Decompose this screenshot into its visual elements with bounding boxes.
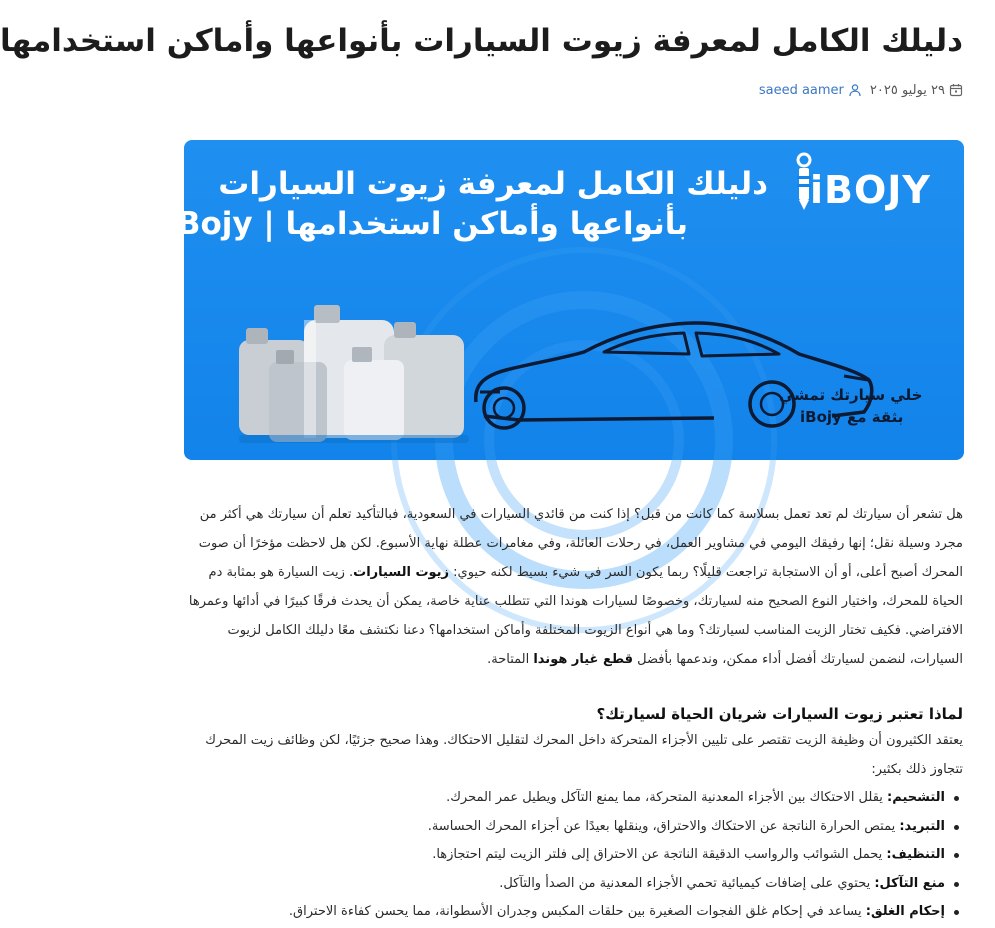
page-title: دليلك الكامل لمعرفة زيوت السيارات بأنواعها وأماكن استخدامها — [0, 23, 963, 59]
calendar-icon — [949, 83, 963, 97]
hero-tagline-line2: بثقة مع iBojy — [800, 408, 904, 426]
list-item-term: التشحيم: — [887, 790, 945, 805]
list-item — [183, 870, 945, 899]
list-item-term: منع التآكل: — [874, 875, 945, 891]
hero-headline-line1: دليلك الكامل لمعرفة زيوت السيارات — [218, 166, 768, 202]
list-item-term: التبريد: — [899, 818, 945, 834]
hero-headline-line2: بأنواعها وأماكن استخدامها | iBojy — [166, 206, 688, 242]
section-lead: يعتقد الكثيرون أن وظيفة الزيت تقتصر على تليين الأجزاء المتحركة داخل المحرك لتقليل الاحتكاك. وهذا صحيح جزئيًا، لكن وظائف زيت المحرك تتجاوز ذلك بكثير: — [205, 733, 963, 777]
user-icon — [848, 83, 862, 97]
brand-logo-icon — [797, 154, 811, 210]
list-item-desc: يحمل الشوائب والرواسب الدقيقة الناتجة عن الاحتراق إلى فلتر الزيت ليتم احتجازها. — [432, 847, 887, 862]
list-item — [183, 813, 945, 842]
list-item-desc: يمتص الحرارة الناتجة عن الاحتكاك والاحتراق، وينقلها بعيدًا عن أجزاء المحرك الحساسة. — [427, 818, 900, 834]
author-link[interactable]: saeed aamer — [758, 82, 844, 98]
brand-logo: iBOJY — [810, 168, 931, 212]
post-author[interactable] — [759, 83, 862, 98]
hero-tagline-line1: خلي سيارتك تمشي — [779, 386, 923, 404]
list-item-desc: يحتوي على إضافات كيميائية تحمي الأجزاء المعدنية من الصدأ والتآكل. — [499, 875, 875, 891]
post-meta — [759, 80, 963, 100]
intro-text-b: . زيت السيارة هو بمثابة دم الحياة للمحرك، واختيار النوع الصحيح منه لسيارتك، وخصوصًا لسيارات هوندا التي تتطلب عناية خاصة، يمكن أن يحدث فرقًا كبيرًا في أدائها وعمرها الافتراضي. فكيف تختار الزيت المناسب لسيارتك؟ وما هي أنواع الزيوت المختلفة وأماكن استخدامها؟ دعنا نكتشف معًا دليلك الكامل لزيوت السيارات، لنضمن لسيارتك أفضل أداء ممكن، وندعمها بأفضل — [188, 565, 963, 667]
list-item — [183, 898, 945, 927]
section-heading: لماذا تعتبر زيوت السيارات شريان الحياة لسيارتك؟ — [596, 705, 963, 723]
intro-text-c: المتاحة. — [487, 652, 534, 667]
intro-paragraph — [183, 500, 963, 674]
article-body — [183, 500, 963, 927]
list-item — [183, 784, 945, 813]
post-date — [870, 83, 963, 98]
list-item-term: إحكام الغلق: — [865, 904, 945, 919]
honda-parts-link[interactable]: قطع غيار هوندا — [533, 652, 634, 667]
list-item-desc: يقلل الاحتكاك بين الأجزاء المعدنية المتحركة، مما يمنع التآكل ويطيل عمر المحرك. — [446, 790, 888, 805]
functions-list — [183, 784, 963, 927]
featured-image — [166, 140, 964, 460]
list-item-desc: يساعد في إحكام غلق الفجوات الصغيرة بين حلقات المكبس وجدران الأسطوانة، مما يحسن كفاءة الاحتراق. — [288, 904, 866, 919]
post-date-text: ٢٩ يوليو ٢٠٢٥ — [869, 82, 945, 98]
list-item-term: التنظيف: — [886, 847, 945, 862]
list-item — [183, 841, 945, 870]
intro-highlight: زيوت السيارات — [353, 565, 450, 580]
intro-text-a: هل تشعر أن سيارتك لم تعد تعمل بسلاسة كما كانت من قبل؟ إذا كنت من قائدي السيارات في السعودية، فبالتأكيد تعلم أن سيارتك هي أكثر من مجرد وسيلة نقل؛ إنها رفيقك اليومي في مشاوير العمل، في رحلات العائلة، وفي مغامرات عطلة نهاية الأسبوع. لكن هل لاحظت مؤخرًا أن صوت المحرك أصبح أعلى، أو أن الاستجابة تراجعت قليلًا؟ ربما يكون السر في شيء بسيط لكنه حيوي: — [198, 507, 963, 580]
